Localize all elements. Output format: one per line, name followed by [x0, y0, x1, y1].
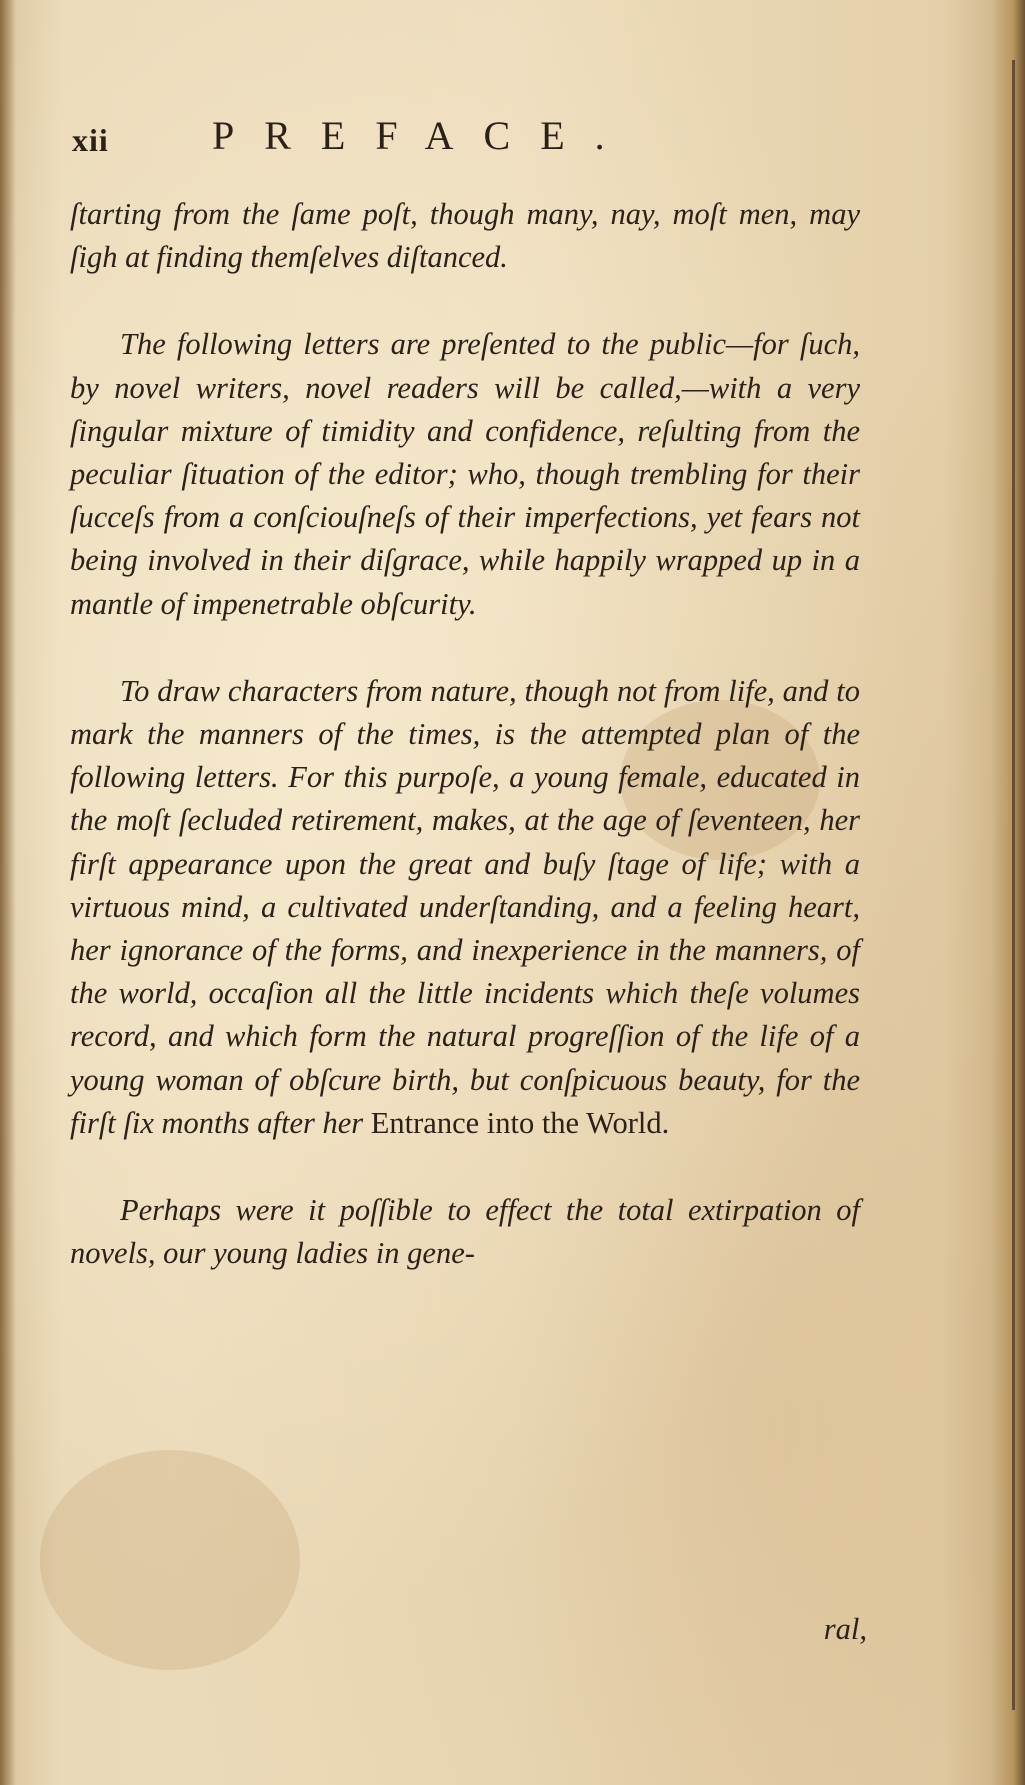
page-left-edge: [0, 0, 16, 1785]
title-reference: Entrance into the World.: [370, 1105, 670, 1140]
page-number: xii: [72, 122, 109, 158]
page-header: [72, 112, 752, 162]
paragraph-continuation: ſtarting from the ſame poſt, though many, nay, moſt men, may ſigh at finding themſelves diſtanced.: [70, 197, 860, 275]
paragraph-letters-presented: The following letters are preſented to the public—for ſuch, by novel writers, novel readers will be called,—with a very ſingular mixture of timidity and confidence, reſulting from the peculiar ſituation of the editor; who, though trembling for their ſucceſs from a conſciouſneſs of their imperfections, yet fears not being involved in their diſgrace, while happily wrapped up in a mantle of impenetrable obſcurity.: [70, 327, 860, 621]
paragraph-extirpation: Perhaps were it poſſible to effect the total extirpation of novels, our young ladies in gene-: [70, 1193, 860, 1271]
paragraph-draw-characters: To draw characters from nature, though not from life, and to mark the manners of the times, is the attempted plan of the following letters. For this purpoſe, a young female, educated in the moſt ſecluded retirement, makes, at the age of ſeventeen, her firſt appearance upon the great and buſy ſtage of life; with a virtuous mind, a cultivated underſtanding, and a feeling heart, her ignorance of the forms, and inexperience in the manners, of the world, occaſion all the little incidents which theſe volumes record, and which form the natural progreſſion of the life of a young woman of obſcure birth, but conſpicuous beauty, for the firſt ſix months after her Entrance into the World.: [70, 673, 860, 1140]
body-text: [70, 193, 860, 1319]
paper-stain: [40, 1450, 300, 1670]
page-right-edge: [991, 0, 1025, 1785]
running-head: PREFACE.: [212, 113, 635, 158]
catchword: ral,: [823, 1612, 867, 1646]
binding-shadow: [1012, 60, 1015, 1710]
